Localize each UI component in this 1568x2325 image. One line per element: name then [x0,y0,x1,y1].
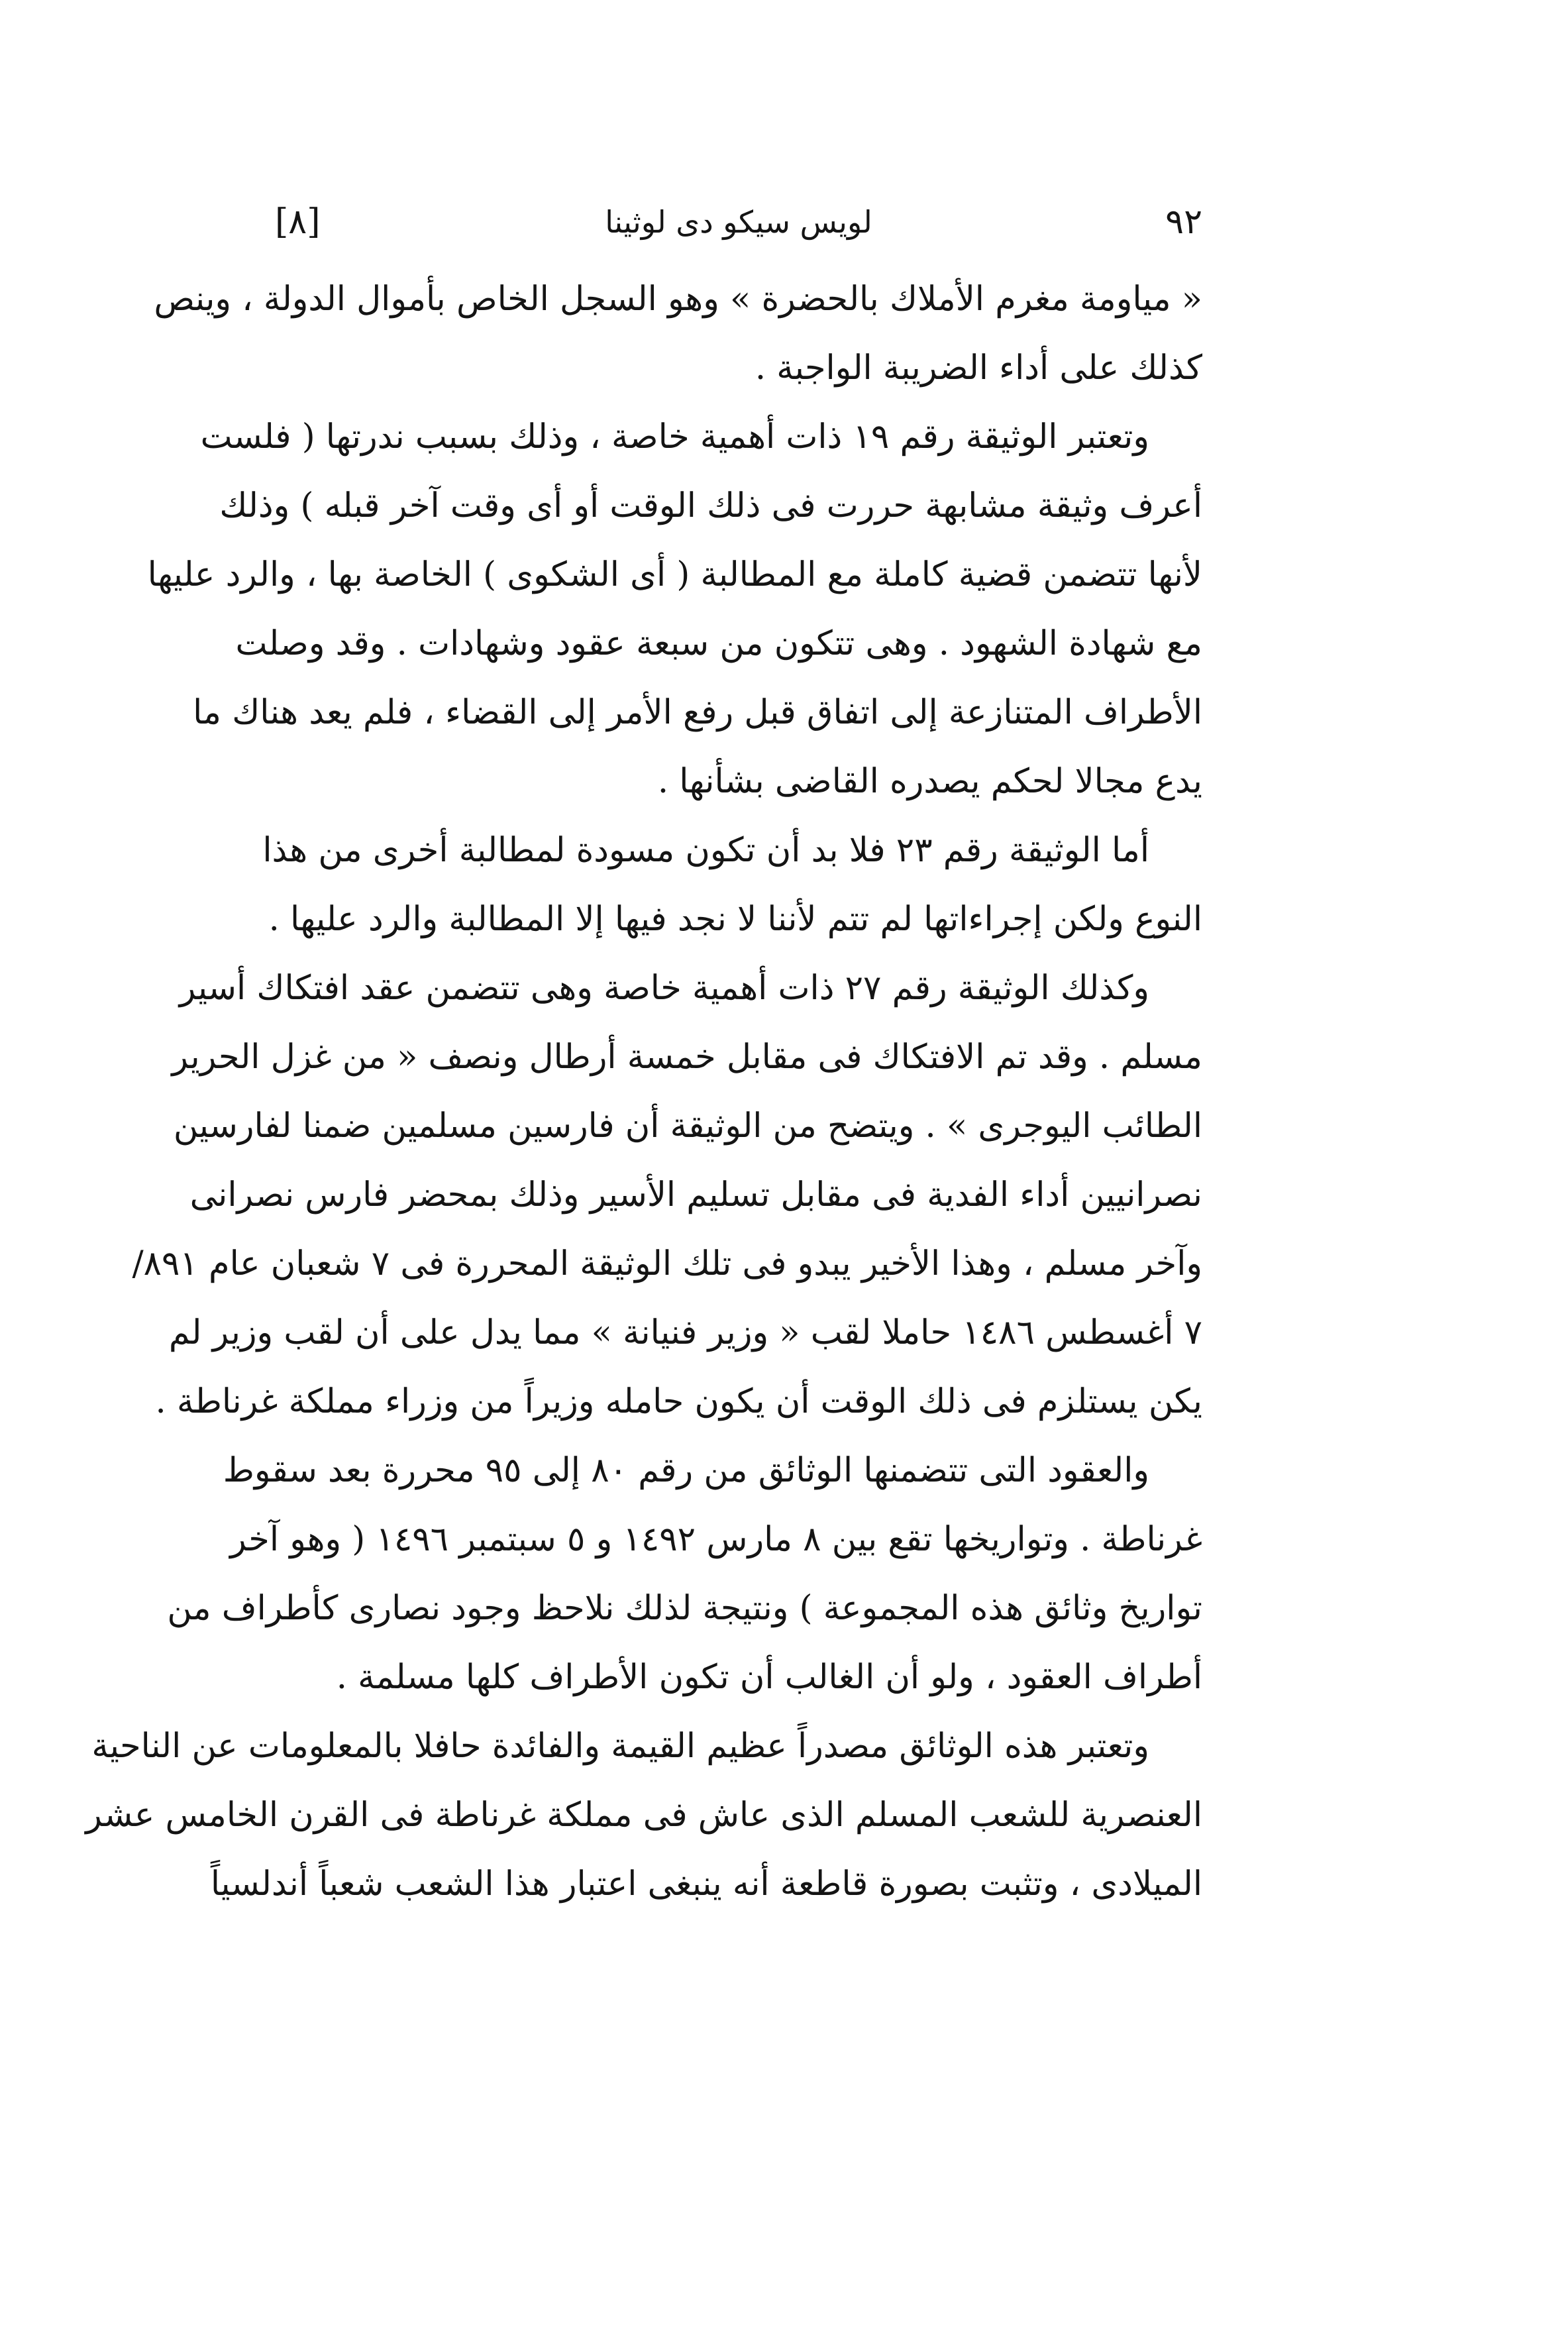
section-marker: [٨] [275,202,321,242]
text-line: « مياومة مغرم الأملاك بالحضرة » وهو السجل الخاص بأموال الدولة ، وينص [154,280,1202,319]
text-line: لأنها تتضمن قضية كاملة مع المطالبة ( أى الشكوى ) الخاصة بها ، والرد عليها [147,555,1202,594]
text-line: الأطراف المتنازعة إلى اتفاق قبل رفع الأمر إلى القضاء ، فلم يعد هناك ما [193,693,1202,732]
text-line: الطائب اليوجرى » . ويتضح من الوثيقة أن فارسين مسلمين ضمنا لفارسين [173,1107,1202,1146]
text-line: مسلم . وقد تم الافتكاك فى مقابل خمسة أرطال ونصف « من غزل الحرير [172,1038,1202,1077]
text-line: كذلك على أداء الضريبة الواجبة . [755,349,1202,388]
text-line: وتعتبر هذه الوثائق مصدراً عظيم القيمة والفائدة حافلا بالمعلومات عن الناحية [91,1727,1149,1766]
text-line: وتعتبر الوثيقة رقم ١٩ ذات أهمية خاصة ، وذلك بسبب ندرتها ( فلست [200,417,1149,457]
text-line: يدع مجالا لحكم يصدره القاضى بشأنها . [657,762,1202,801]
page-header [275,199,1202,252]
text-line: أطراف العقود ، ولو أن الغالب أن تكون الأطراف كلها مسلمة . [336,1658,1202,1697]
text-line: أما الوثيقة رقم ٢٣ فلا بد أن تكون مسودة لمطالبة أخرى من هذا [262,831,1149,870]
text-line: النوع ولكن إجراءاتها لم تتم لأننا لا نجد فيها إلا المطالبة والرد عليها . [268,900,1202,939]
text-line: يكن يستلزم فى ذلك الوقت أن يكون حامله وزيراً من وزراء مملكة غرناطة . [155,1382,1202,1421]
text-line: أعرف وثيقة مشابهة حررت فى ذلك الوقت أو أى وقت آخر قبله ) وذلك [219,486,1202,525]
text-line: وآخر مسلم ، وهذا الأخير يبدو فى تلك الوثيقة المحررة فى ٧ شعبان عام ٨٩١/ [132,1244,1202,1283]
text-line: مع شهادة الشهود . وهى تتكون من سبعة عقود وشهادات . وقد وصلت [235,624,1202,663]
text-line: نصرانيين أداء الفدية فى مقابل تسليم الأسير وذلك بمحضر فارس نصرانى [189,1175,1202,1215]
text-line: ٧ أغسطس ١٤٨٦ حاملا لقب « وزير فنيانة » مما يدل على أن لقب وزير لم [168,1313,1202,1352]
text-line: والعقود التى تتضمنها الوثائق من رقم ٨٠ إلى ٩٥ محررة بعد سقوط [223,1451,1149,1490]
text-line: تواريخ وثائق هذه المجموعة ) ونتيجة لذلك نلاحظ وجود نصارى كأطراف من [167,1589,1202,1628]
text-line: وكذلك الوثيقة رقم ٢٧ ذات أهمية خاصة وهى تتضمن عقد افتكاك أسير [179,969,1149,1008]
running-title: لويس سيكو دى لوثينا [605,204,872,240]
text-line: الميلادى ، وتثبت بصورة قاطعة أنه ينبغى اعتبار هذا الشعب شعباً أندلسياً [210,1865,1202,1904]
text-line: العنصرية للشعب المسلم الذى عاش فى مملكة غرناطة فى القرن الخامس عشر [85,1796,1202,1835]
body-text [85,265,1202,1919]
page-number: ٩٢ [1165,202,1202,242]
text-line: غرناطة . وتواريخها تقع بين ٨ مارس ١٤٩٢ و ٥ سبتمبر ١٤٩٦ ( وهو آخر [230,1520,1202,1559]
